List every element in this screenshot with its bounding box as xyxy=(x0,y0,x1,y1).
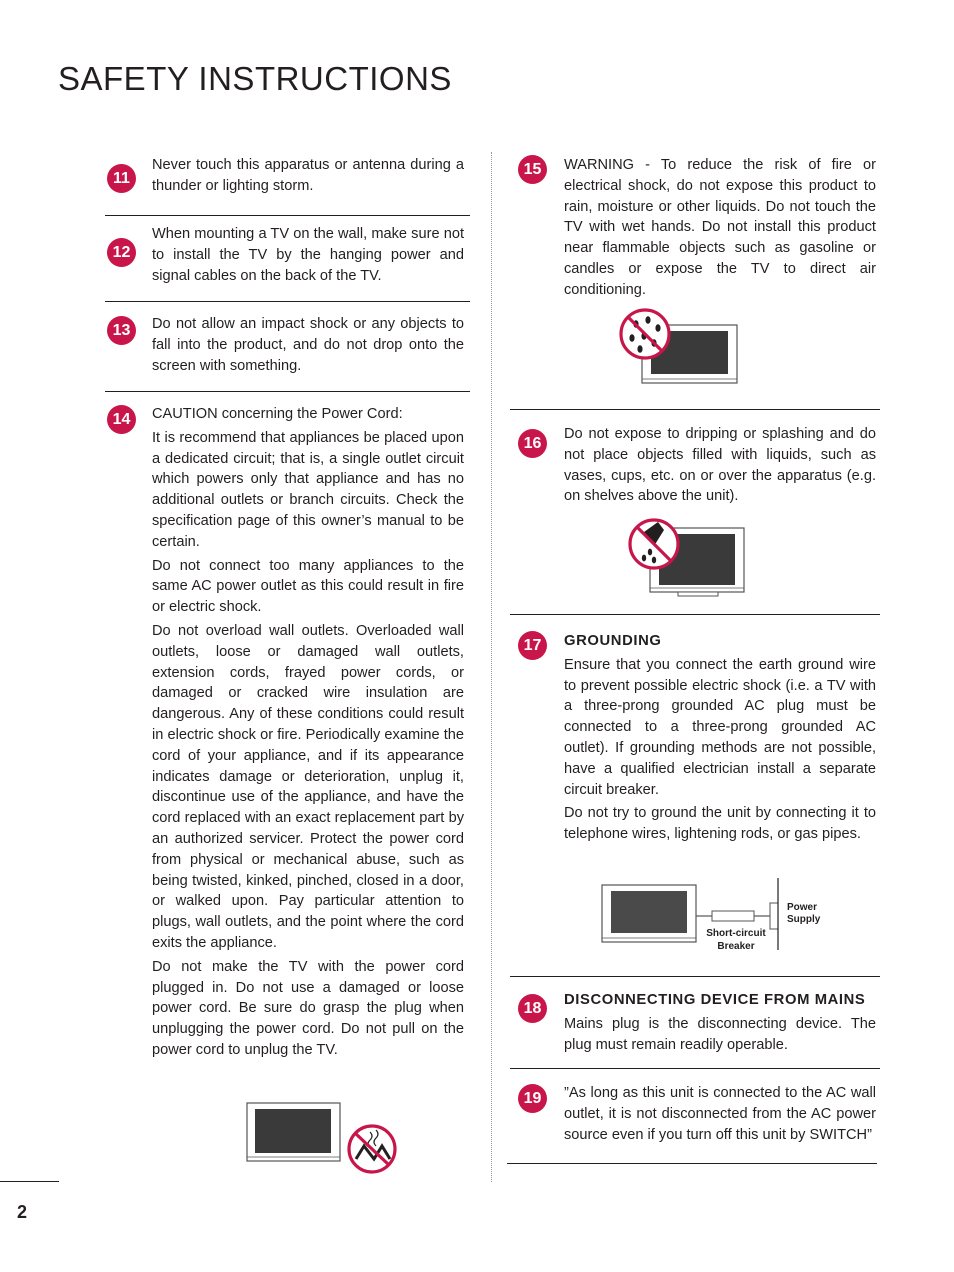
item-18-number: 18 xyxy=(518,994,547,1023)
item-14-paragraph-3: Do not overload wall outlets. Overloaded wall outlets, loose or damaged wall outlets, extension cords, frayed power cords, or damaged or cracked wire insulation are dangerous. Any of these conditions could result in electric shock or fire. Periodically examine the cord of your appliance, and if its appearance indicates damage or deterioration, unplug it, discontinue use of the appliance, and have the cord replaced with an exact replacement part by an authorized servicer. Protect the power cord from physical or mechanical abuse, such as being twisted, kinked, pinched, closed in a door, or walked upon. Pay particular attention to plugs, wall outlets, and the point where the cord exits the appliance. xyxy=(152,622,464,951)
item-11-paragraph: Never touch this apparatus or antenna during a thunder or lighting storm. xyxy=(152,157,464,194)
item-13-number: 13 xyxy=(107,316,136,345)
item-11-text xyxy=(152,155,464,200)
wall-outlet-icon xyxy=(770,903,778,929)
item-12-number: 12 xyxy=(107,238,136,267)
item-divider xyxy=(105,215,470,216)
power-supply-label xyxy=(787,902,847,926)
circuit-breaker-icon xyxy=(712,911,754,921)
item-18-heading: DISCONNECTING DEVICE FROM MAINS xyxy=(564,992,866,1008)
no-symbol-icon xyxy=(349,1126,395,1172)
item-divider xyxy=(105,391,470,392)
page-title: SAFETY INSTRUCTIONS xyxy=(58,60,452,97)
item-13-text xyxy=(152,314,464,379)
item-15-text xyxy=(564,155,876,304)
item-14-number: 14 xyxy=(107,405,136,434)
item-11-number: 11 xyxy=(107,164,136,193)
tv-plug-illustration xyxy=(246,1102,401,1177)
item-19-paragraph: ”As long as this unit is connected to the AC wall outlet, it is not disconnected from the AC power source even if you turn off this unit by SWITCH” xyxy=(564,1085,876,1143)
tv-rain-illustration xyxy=(618,308,740,388)
item-18-paragraph: Mains plug is the disconnecting device. The plug must remain readily operable. xyxy=(564,1015,876,1053)
item-14-paragraph-2: Do not connect too many appliances to the same AC power outlet as this could result in fire or electric shock. xyxy=(152,557,464,616)
item-13-paragraph: Do not allow an impact shock or any objects to fall into the product, and do not drop onto the screen with something. xyxy=(152,316,464,374)
item-14-text xyxy=(152,404,464,1064)
item-divider xyxy=(510,614,880,615)
item-17-paragraph-2: Do not try to ground the unit by connecting it to telephone wires, lightening rods, or gas pipes. xyxy=(564,805,876,843)
item-16-text xyxy=(564,424,876,510)
item-19-number: 19 xyxy=(518,1084,547,1113)
tv-vase-illustration xyxy=(628,516,748,602)
power-plug-icon xyxy=(356,1130,390,1159)
item-19-text xyxy=(564,1083,876,1148)
item-divider xyxy=(105,301,470,302)
item-15-paragraph: WARNING - To reduce the risk of fire or electrical shock, do not expose this product to rain, moisture or other liquids. Do not touch the TV with wet hands. Do not install this product near flammable objects such as gasoline or candles or expose the TV to direct air conditioning. xyxy=(564,157,876,298)
item-14-paragraph-4: Do not make the TV with the power cord plugged in. Do not use a damaged or loose power cord. Be sure do grasp the plug when unplugging the power cord. Do not pull on the power cord to unplug the TV. xyxy=(152,958,464,1058)
item-14-heading: CAUTION concerning the Power Cord: xyxy=(152,406,403,422)
item-12-text xyxy=(152,224,464,289)
breaker-label-line-1: Short-circuit xyxy=(706,928,766,939)
item-17-heading: GROUNDING xyxy=(564,633,662,649)
item-divider xyxy=(510,976,880,977)
item-16-paragraph: Do not expose to dripping or splashing and do not place objects filled with liquids, such as vases, cups, etc. on or over the apparatus (e.g. on shelves above the unit). xyxy=(564,426,876,505)
tv-icon xyxy=(247,1103,340,1161)
item-17-paragraph-1: Ensure that you connect the earth ground wire to prevent possible electric shock (i.e. a TV with a three-prong grounded AC plug must be connected to a three-prong grounded AC outlet). If grounding methods are not possible, have a qualified electrician install a separate circuit breaker. xyxy=(564,656,876,798)
grounding-diagram xyxy=(600,878,790,954)
item-17-text xyxy=(564,631,876,848)
item-divider xyxy=(510,1068,880,1069)
item-15-number: 15 xyxy=(518,155,547,184)
item-divider xyxy=(507,1163,877,1164)
page-number: 2 xyxy=(17,1202,28,1222)
item-18-text xyxy=(564,990,876,1058)
tv-icon xyxy=(602,885,696,942)
item-divider xyxy=(510,409,880,410)
power-supply-label-line-1: Power xyxy=(787,902,818,913)
item-14-paragraph-1: It is recommend that appliances be placed upon a dedicated circuit; that is, a single outlet circuit which powers only that appliance and has no additional outlets or branch circuits. Check the specification page of this owner’s manual to be certain. xyxy=(152,429,464,550)
item-16-number: 16 xyxy=(518,429,547,458)
item-17-number: 17 xyxy=(518,631,547,660)
item-12-paragraph: When mounting a TV on the wall, make sure not to install the TV by the hanging power and signal cables on the back of the TV. xyxy=(152,226,464,284)
footer-rule xyxy=(0,1181,59,1182)
column-divider xyxy=(491,152,492,1182)
breaker-label-line-2: Breaker xyxy=(717,941,755,952)
power-supply-label-line-2: Supply xyxy=(787,914,821,925)
